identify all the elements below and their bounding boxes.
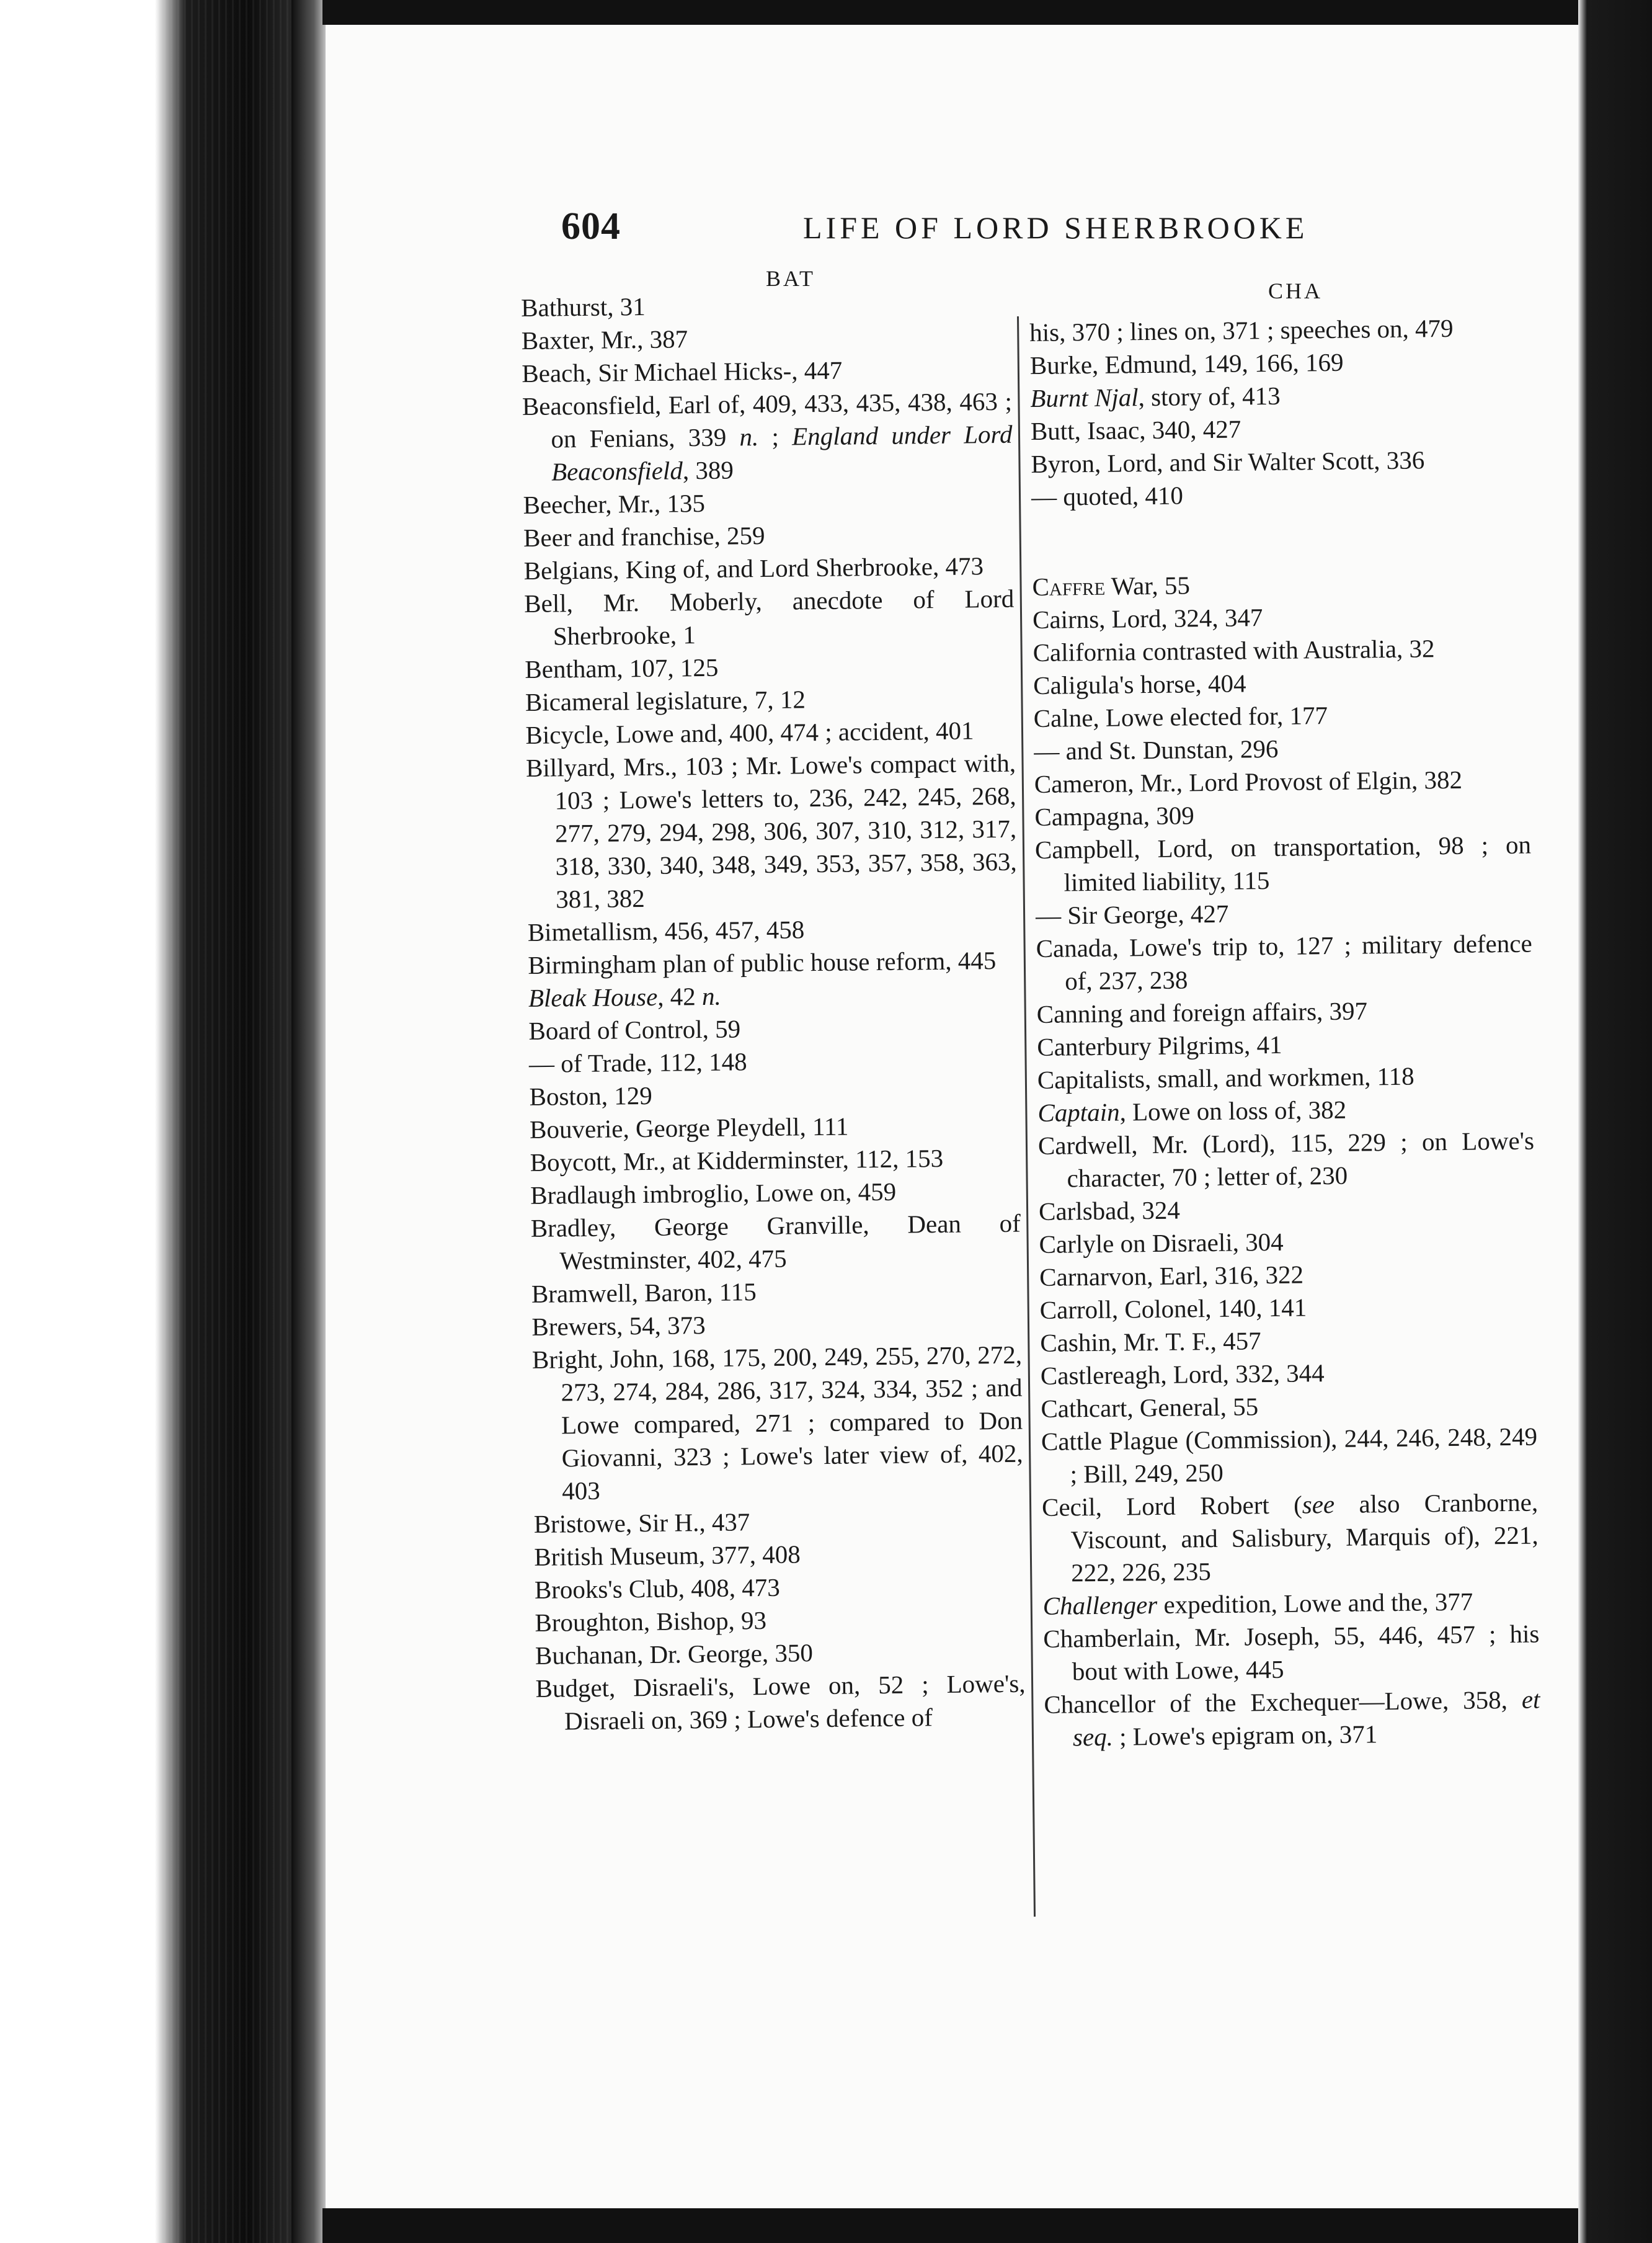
index-entry: Bicameral legislature, 7, 12 — [525, 685, 806, 716]
small-caps-run: Caffre — [1032, 571, 1106, 601]
index-entry: Buchanan, Dr. George, 350 — [535, 1638, 814, 1670]
index-entry: Bleak House, 42 n. — [528, 981, 721, 1012]
index-entry: Castlereagh, Lord, 332, 344 — [1040, 1358, 1325, 1390]
book-spine-shadow — [0, 0, 322, 2243]
index-entry: Boston, 129 — [529, 1081, 653, 1111]
index-entry: Cathcart, General, 55 — [1041, 1392, 1259, 1423]
index-entry: Calne, Lowe elected for, 177 — [1033, 700, 1328, 733]
index-entry: Birmingham plan of public house reform, 445 — [528, 946, 997, 979]
index-entry: Carlyle on Disraeli, 304 — [1039, 1227, 1284, 1259]
index-entry: Cameron, Mr., Lord Provost of Elgin, 382 — [1034, 765, 1463, 798]
index-entry: Bright, John, 168, 175, 200, 249, 255, 270, 272, 273, 274, 284, 286, 317, 324, 334, 352 ; and Lowe compared, 271 ; compared to Don Giovanni, 323 ; Lowe's later view of, 402, 403 — [531, 1340, 1023, 1505]
index-entry: Cashin, Mr. T. F., 457 — [1040, 1326, 1261, 1357]
running-head: LIFE OF LORD SHERBROOKE — [803, 210, 1308, 245]
index-entry: Bristowe, Sir H., 437 — [533, 1507, 750, 1538]
index-column-left — [521, 287, 1026, 1738]
index-entry: Byron, Lord, and Sir Walter Scott, 336 — [1031, 445, 1425, 478]
index-entry: Brewers, 54, 373 — [531, 1310, 706, 1341]
index-entry: Burnt Njal, story of, 413 — [1030, 381, 1281, 412]
italic-run: n. — [701, 981, 721, 1011]
index-entry: Canada, Lowe's trip to, 127 ; military defence of, 237, 238 — [1036, 929, 1532, 996]
index-entry: — and St. Dunstan, 296 — [1034, 734, 1279, 765]
index-entry: Brooks's Club, 408, 473 — [534, 1572, 780, 1604]
italic-run: n. — [739, 422, 759, 452]
scan-top-border — [322, 0, 1612, 25]
italic-run: et seq. — [1072, 1685, 1540, 1752]
index-entry: British Museum, 377, 408 — [534, 1540, 801, 1571]
index-entry: Cecil, Lord Robert (see also Cranborne, Viscount, and Salisbury, Marquis of), 221, 222, 226, 235 — [1041, 1487, 1539, 1587]
index-entry: Belgians, King of, and Lord Sherbrooke, 473 — [523, 551, 984, 585]
guide-word-left: BAT — [766, 266, 816, 291]
index-entry: Billyard, Mrs., 103 ; Mr. Lowe's compact with, 103 ; Lowe's letters to, 236, 242, 245, 268, 277, 279, 294, 298, 306, 307, 310, 312, 317, 318, 330, 340, 348, 349, 353, 357, 358, 363, 381, 382 — [525, 748, 1017, 914]
page-header — [561, 205, 1454, 254]
index-entry: Bimetallism, 456, 457, 458 — [527, 915, 805, 947]
index-entry: Campagna, 309 — [1034, 801, 1195, 831]
index-entry: Cardwell, Mr. (Lord), 115, 229 ; on Lowe's character, 70 ; letter of, 230 — [1037, 1126, 1535, 1193]
index-entry: Bradlaugh imbroglio, Lowe on, 459 — [530, 1177, 897, 1210]
index-entry: Bradley, George Granville, Dean of Westminster, 402, 475 — [530, 1208, 1021, 1275]
index-entry: his, 370 ; lines on, 371 ; speeches on, 479 — [1029, 313, 1454, 347]
index-entry: — Sir George, 427 — [1035, 899, 1229, 930]
index-entry: Beer and franchise, 259 — [523, 520, 765, 552]
index-entry: Challenger expedition, Lowe and the, 377 — [1042, 1587, 1473, 1620]
index-entry: — of Trade, 112, 148 — [528, 1047, 747, 1078]
index-entry: Canterbury Pilgrims, 41 — [1037, 1030, 1282, 1061]
index-entry: Carroll, Colonel, 140, 141 — [1039, 1293, 1307, 1324]
index-entry: Broughton, Bishop, 93 — [535, 1605, 767, 1637]
page-gutter-edge — [291, 0, 329, 2243]
scan-right-border — [1578, 0, 1652, 2243]
index-entry: Burke, Edmund, 149, 166, 169 — [1029, 347, 1344, 380]
index-column-right — [1029, 311, 1540, 1754]
index-entry: Caffre War, 55 — [1032, 571, 1191, 601]
index-entry: Chancellor of the Exchequer—Lowe, 358, et seq. ; Lowe's epigram on, 371 — [1044, 1685, 1540, 1752]
index-entry: Cattle Plague (Commission), 244, 246, 248, 249 ; Bill, 249, 250 — [1041, 1422, 1538, 1489]
italic-run: Captain — [1037, 1097, 1120, 1127]
index-entry: Bicycle, Lowe and, 400, 474 ; accident, 401 — [525, 716, 974, 749]
index-entry: Board of Control, 59 — [528, 1014, 741, 1045]
index-entry: Caligula's horse, 404 — [1032, 669, 1246, 700]
index-entry: Carnarvon, Earl, 316, 322 — [1039, 1260, 1304, 1291]
italic-run: see — [1302, 1489, 1335, 1519]
index-entry: Cairns, Lord, 324, 347 — [1032, 603, 1263, 634]
index-entry: Beaconsfield, Earl of, 409, 433, 435, 438, 463 ; on Fenians, 339 n. ; England under Lord Beaconsfield, 389 — [522, 386, 1013, 486]
italic-run: Burnt Njal — [1030, 383, 1139, 412]
italic-run: England under Lord Beaconsfield — [551, 419, 1013, 486]
letter-section-gap — [1031, 509, 1528, 571]
index-entry: Bouverie, George Pleydell, 111 — [529, 1112, 849, 1144]
index-entry: Budget, Disraeli's, Lowe on, 52 ; Lowe's, Disraeli on, 369 ; Lowe's defence of — [535, 1669, 1026, 1736]
page-number: 604 — [561, 205, 621, 247]
index-entry: Bathurst, 31 — [521, 292, 646, 322]
index-entry: Beecher, Mr., 135 — [523, 488, 706, 519]
scan-bottom-border — [322, 2208, 1652, 2243]
index-entry: Chamberlain, Mr. Joseph, 55, 446, 457 ; his bout with Lowe, 445 — [1043, 1619, 1540, 1686]
guide-word-right: CHA — [1268, 279, 1323, 303]
italic-run: Challenger — [1042, 1590, 1158, 1620]
index-entry: Canning and foreign affairs, 397 — [1036, 996, 1368, 1028]
index-entry: Captain, Lowe on loss of, 382 — [1037, 1095, 1347, 1127]
index-entry: Beach, Sir Michael Hicks-, 447 — [522, 355, 843, 388]
index-entry: Capitalists, small, and workmen, 118 — [1037, 1061, 1414, 1094]
index-entry: Bentham, 107, 125 — [525, 653, 719, 684]
italic-run: Bleak House — [528, 982, 658, 1012]
index-entry: Bell, Mr. Moberly, anecdote of Lord Sherbrooke, 1 — [524, 584, 1015, 651]
index-entry: California contrasted with Australia, 32 — [1032, 634, 1435, 667]
index-entry: Bramwell, Baron, 115 — [531, 1277, 757, 1308]
index-entry: Baxter, Mr., 387 — [521, 324, 688, 355]
index-entry: Carlsbad, 324 — [1038, 1195, 1181, 1226]
index-entry: Boycott, Mr., at Kidderminster, 112, 153 — [530, 1143, 944, 1177]
index-entry: — quoted, 410 — [1031, 481, 1184, 511]
index-entry: Campbell, Lord, on transportation, 98 ; on limited liability, 115 — [1034, 830, 1532, 897]
index-entry: Butt, Isaac, 340, 427 — [1030, 414, 1241, 445]
